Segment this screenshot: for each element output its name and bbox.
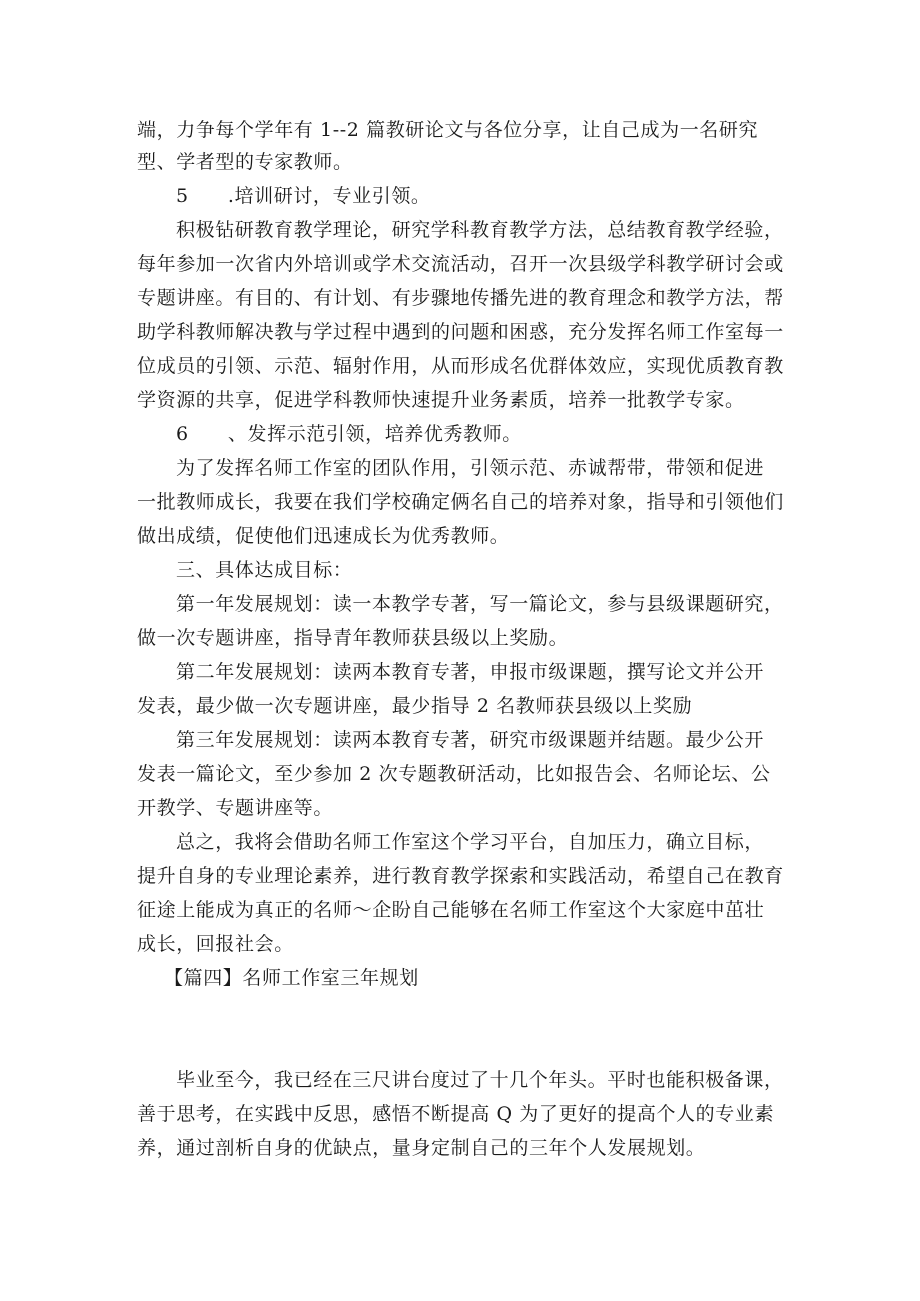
text-line: 每年参加一次省内外培训或学术交流活动，召开一次县级学科教学研讨会或 <box>137 253 784 275</box>
text-line: 做一次专题讲座，指导青年教师获县级以上奖励。 <box>137 627 569 649</box>
text-line: 总之，我将会借助名师工作室这个学习平台，自加压力，确立目标， <box>176 831 765 853</box>
text-line: 端，力争每个学年有 1--2 篇教研论文与各位分享，让自己成为一名研究 <box>137 119 759 141</box>
list-item-heading: 6 、发挥示范引领，培养优秀教师。 <box>176 423 522 445</box>
text-line: 成长，回报社会。 <box>137 933 294 955</box>
text-line: 提升自身的专业理论素养，进行教育教学探索和实践活动，希望自己在教育 <box>137 865 784 887</box>
text-line: 养，通过剖析自身的优缺点，量身定制自己的三年个人发展规划。 <box>137 1137 706 1159</box>
text-line: 一批教师成长，我要在我们学校确定俩名自己的培养对象，指导和引领他们 <box>137 491 784 513</box>
text-line: 征途上能成为真正的名师～企盼自己能够在名师工作室这个大家庭中茁壮 <box>137 899 765 921</box>
section-heading: 三、具体达成目标： <box>176 559 353 581</box>
text-line: 发表一篇论文，至少参加 2 次专题教研活动，比如报告会、名师论坛、公 <box>137 763 771 785</box>
text-line: 善于思考，在实践中反思，感悟不断提高 Q 为了更好的提高个人的专业素 <box>137 1103 775 1125</box>
text-line: 第二年发展规划：读两本教育专著，申报市级课题，撰写论文并公开 <box>176 661 765 683</box>
text-line: 专题讲座。有目的、有计划、有步骤地传播先进的教育理念和教学方法，帮 <box>137 287 784 309</box>
text-line: 发表，最少做一次专题讲座，最少指导 2 名教师获县级以上奖励 <box>137 695 693 717</box>
text-line: 位成员的引领、示范、辐射作用，从而形成名优群体效应，实现优质教育教 <box>137 355 784 377</box>
text-line: 开教学、专题讲座等。 <box>137 797 334 819</box>
text-line: 毕业至今，我已经在三尺讲台度过了十几个年头。平时也能积极备课， <box>176 1069 784 1091</box>
text-line: 为了发挥名师工作室的团队作用，引领示范、赤诚帮带，带领和促进 <box>176 457 765 479</box>
text-line: 做出成绩，促使他们迅速成长为优秀教师。 <box>137 525 510 547</box>
list-item-heading: 5 .培训研讨，专业引领。 <box>176 185 431 207</box>
text-line: 第三年发展规划：读两本教育专著，研究市级课题并结题。最少公开 <box>176 729 765 751</box>
chapter-heading: 【篇四】名师工作室三年规划 <box>164 967 419 989</box>
text-line: 型、学者型的专家教师。 <box>137 151 353 173</box>
text-line: 助学科教师解决教与学过程中遇到的问题和困惑，充分发挥名师工作室每一 <box>137 321 784 343</box>
text-line: 积极钻研教育教学理论，研究学科教育教学方法，总结教育教学经验， <box>176 219 784 241</box>
text-line: 学资源的共享，促进学科教师快速提升业务素质，培养一批教学专家。 <box>137 389 745 411</box>
text-line: 第一年发展规划：读一本教学专著，写一篇论文，参与县级课题研究， <box>176 593 784 615</box>
